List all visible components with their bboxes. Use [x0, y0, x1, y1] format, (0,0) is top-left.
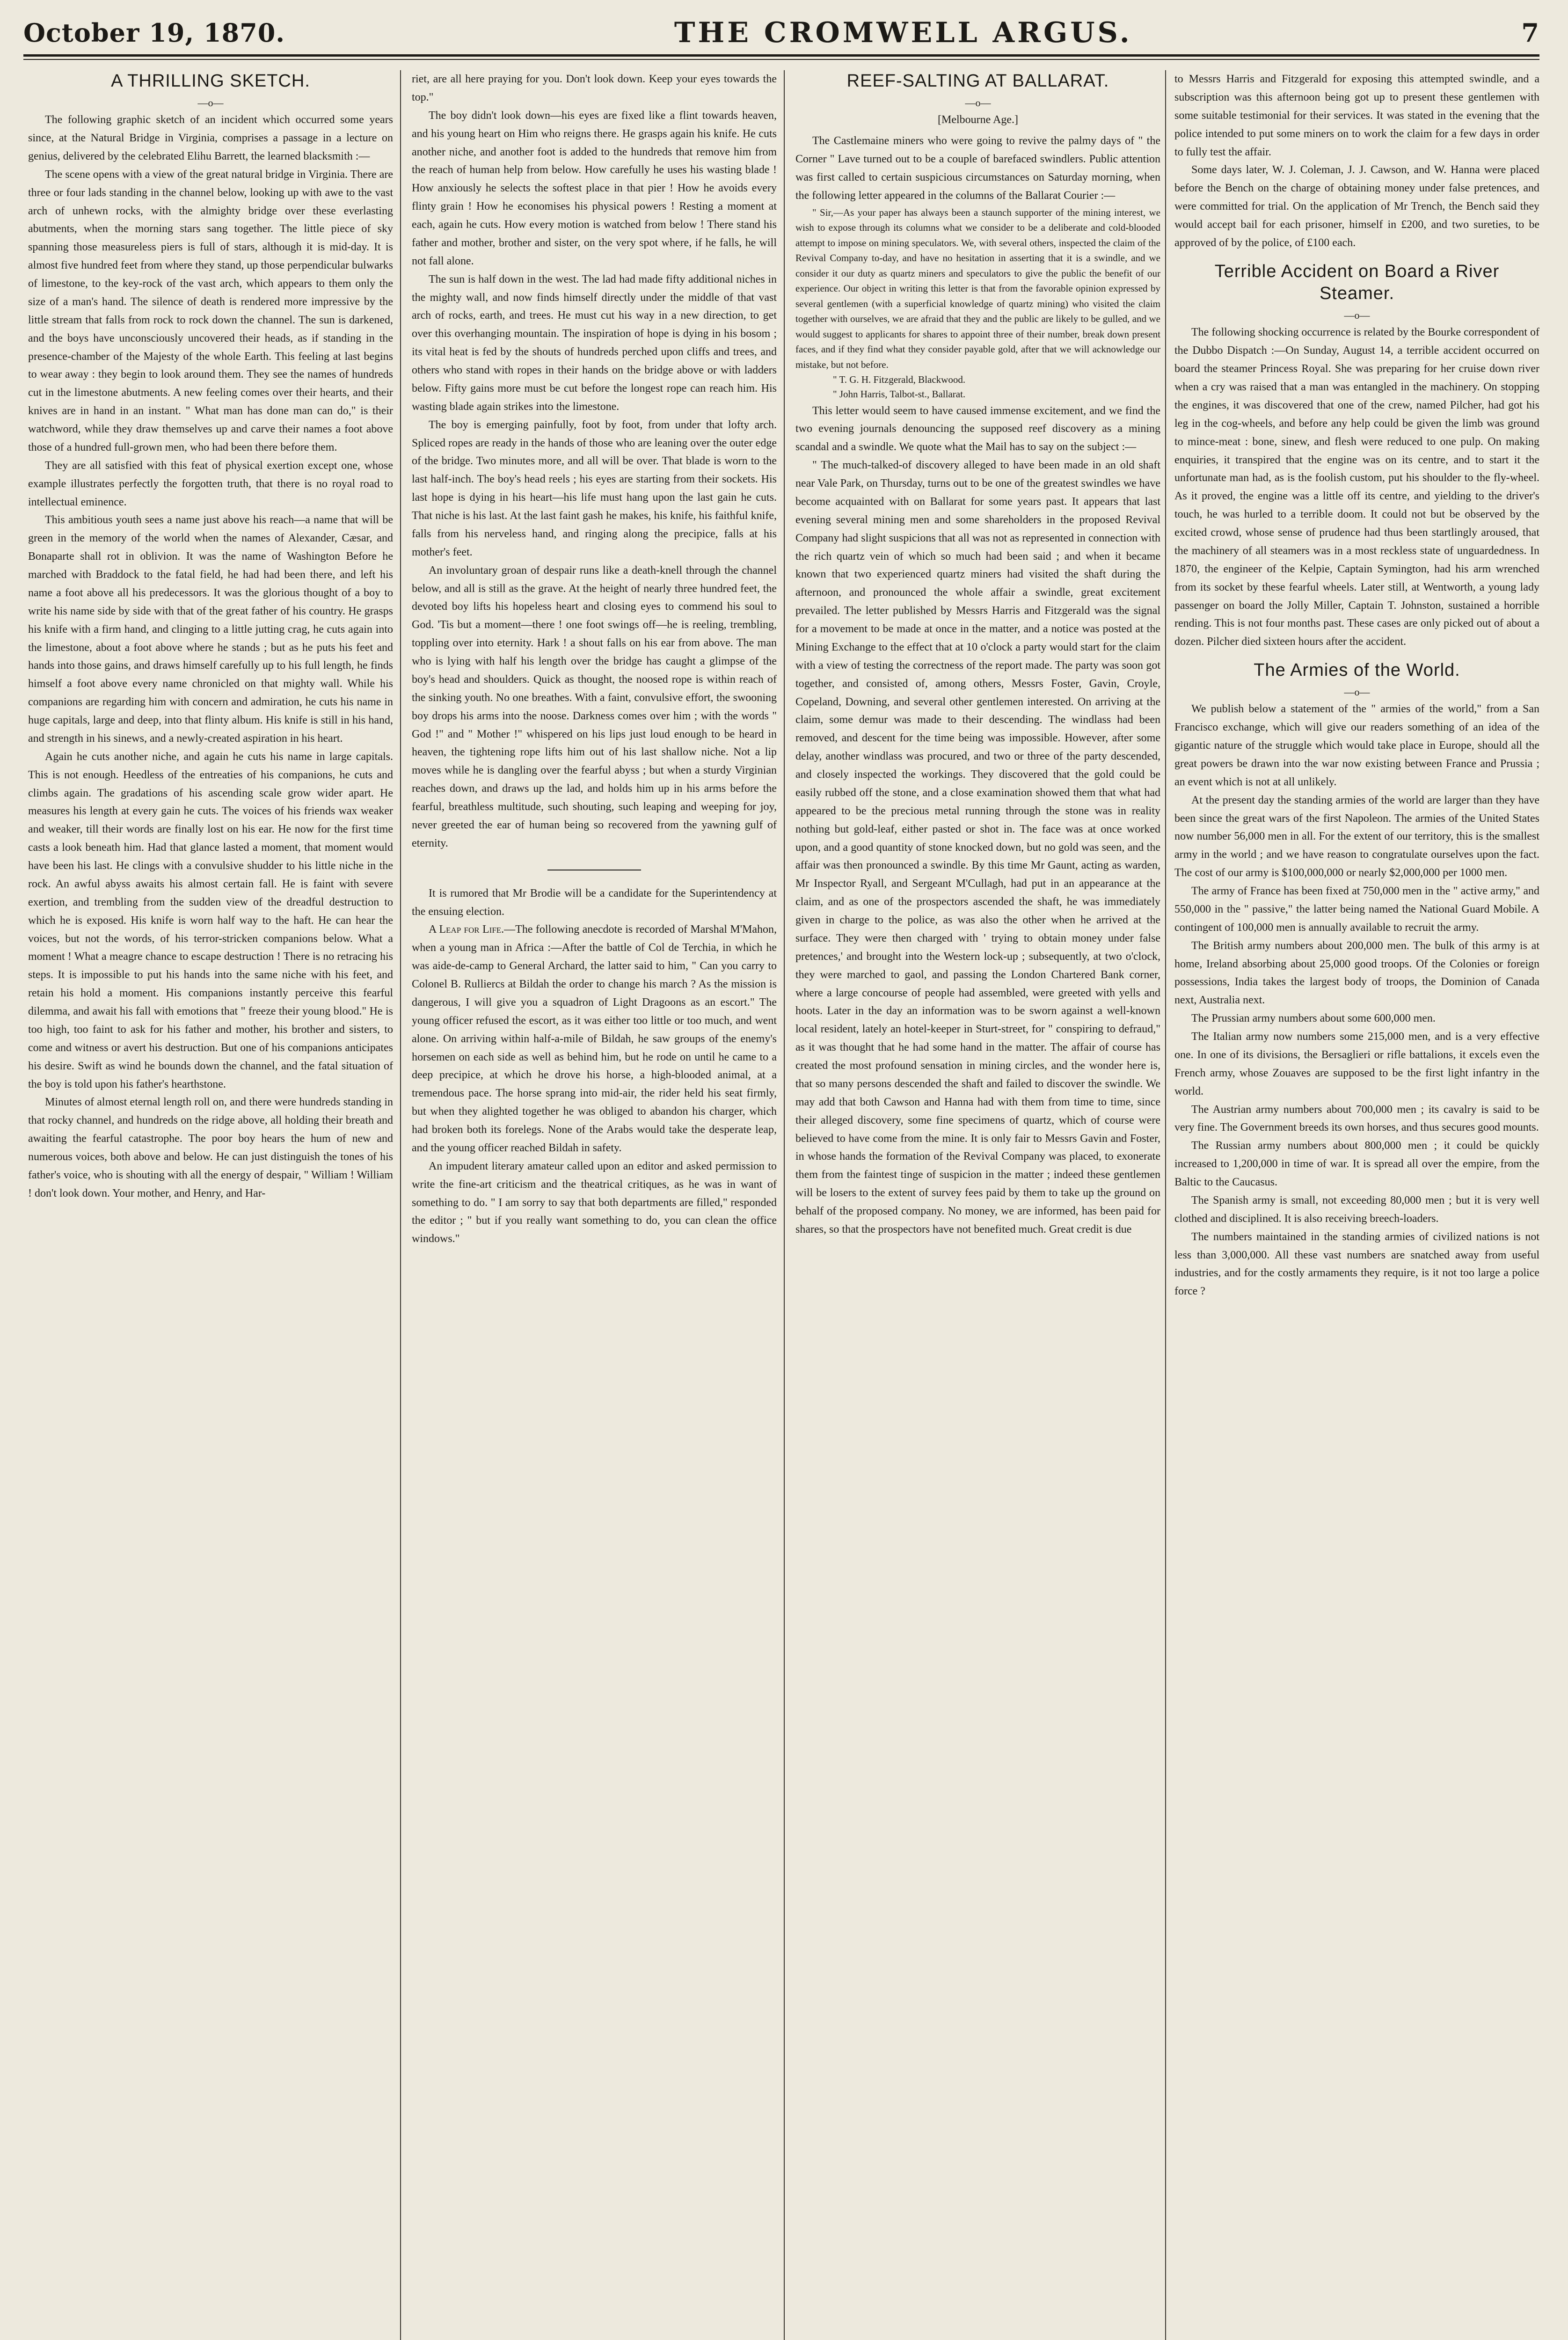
paragraph: The numbers maintained in the standing armies of civilized nations is not less than 3,000,000. All these vast numbers are snatched away from useful industries, and for the costly armaments they require, is it not too large a police force ? — [1174, 1230, 1539, 1298]
paragraph: The Prussian army numbers about some 600,000 men. — [1191, 1012, 1436, 1025]
paragraph: An impudent literary amateur called upon an editor and asked permission to write the fine-art criticism and the theatrical critiques, as he was in want of something to do. " I am sorry to say that both departments are filled," responded the editor ; " but if you really want something to do, you can clean the office windows." — [412, 1160, 777, 1245]
paragraph: We publish below a statement of the " armies of the world," from a San Francisco exchange, which will give our readers something of an idea of the gigantic nature of the struggle which would take place in Europe, should all the great powers be drawn into the war now existing between France and Prussia ; an event which is not at all unlikely. — [1174, 703, 1539, 788]
paragraph: The Castlemaine miners who were going to revive the palmy days of " the Corner " Lave turned out to be a couple of barefaced swindlers. Public attention was first called to certain suspicious circumstances on Saturday morning, when the following letter appeared in the columns of the Ballarat Courier :— — [795, 135, 1160, 202]
paragraph: The Spanish army is small, not exceeding 80,000 men ; but it is very well clothed and disciplined. It is also receiving breech-loaders. — [1174, 1194, 1539, 1225]
paragraph: Minutes of almost eternal length roll on, and there were hundreds standing in that rocky channel, and hundreds on the ridge above, all holding their breath and awaiting the fearful catastrophe. The poor boy hears the hum of new and numerous voices, both above and below. He can just distinguish the tones of his father's voice, who is shouting with all the energy of despair, " William ! William ! don't look down. Your mother, and Henry, and Har- — [28, 1096, 393, 1199]
newspaper-title: THE CROMWELL ARGUS. — [674, 16, 1132, 49]
column-divider — [784, 70, 785, 2340]
paragraph: An involuntary groan of despair runs like a death-knell through the channel below, and all is still as the grave. At the height of nearly three hundred feet, the devoted boy lifts his hopeless heart and closing eyes to commend his soul to God. 'Tis but a moment—there ! one foot swings off—he is reeling, trembling, toppling over into eternity. Hark ! a shout falls on his ear from above. The man who is lying with half his length over the bridge has caught a glimpse of the boy's head and shoulders. Quick as thought, the noosed rope is within reach of the sinking youth. No one breathes. With a faint, convulsive effort, the swooning boy drops his arms into the noose. Darkness comes over him ; with the words " God !" and " Mother !" whispered on his lips just loud enough to be heard in heaven, the tightening rope lifts him out of his last shallow niche. Not a lip moves while he is dangling over the fearful abyss ; but when a sturdy Virginian reaches down, and draws up the lad, and holds him up in his arms before the fearful, breathless multitude, such shouting, such leaping and weeping for joy, never greeted the ear of human being so recovered from the yawning gulf of eternity. — [412, 564, 777, 849]
paragraph — [412, 921, 777, 1157]
paragraph: The following shocking occurrence is related by the Bourke correspondent of the Dubbo Dispatch :—On Sunday, August 14, a terrible accident occurred on board the steamer Princess Royal. She was preparing for her cruise down river when a cry was raised that a man was entangled in the machinery. On stopping the engines, it was discovered that one of the crew, named Pilcher, had got his leg in the cog-wheels, and before any help could be given the limb was ground to mince-meat : bone, sinew, and flesh were reduced to one pulp. On making enquiries, it transpired that the engine was on its centre, and to start it the unfortunate man had, as is the foolish custom, put his shoulder to the fly-wheel. As it proved, the engine was a little off its centre, and yielding to the driver's touch, he was hurled to a terrible doom. It could not but be observed by the excited crowd, whose sense of prudence had thus been startlingly aroused, that the machinery of all steamers was in a most reckless state of unguardedness. In 1870, the engineer of the Kelpie, Captain Symington, had his arm wrenched from its socket by these fearful wheels. Later still, at Wentworth, a young lady passenger on board the Jolly Miller, Captain T. Johnston, sustained a horrible rending. This is not four months past. These cases are only picked out of about a dozen. Pilcher died sixteen hours after the accident. — [1174, 326, 1539, 648]
column-2 — [412, 70, 777, 2340]
article-heading-river-steamer: Terrible Accident on Board a River Steamer. — [1214, 261, 1500, 304]
paragraph: riet, are all here praying for you. Don't look down. Keep your eyes towards the top." — [412, 73, 777, 103]
column-1 — [28, 70, 393, 2340]
paragraph: " The much-talked-of discovery alleged to have been made in an old shaft near Vale Park, on Thursday, turns out to be one of the greatest swindles we have become acquainted with on Ballarat for some years past. It appears that last evening several mining men and some shareholders in the proposed Revival Company had slight suspicions that all was not as represented in connection with the rich quartz vein of which so much had been said ; and when it became known that two experienced quartz miners had visited the shaft during the afternoon, and pronounced the whole affair a swindle, great excitement prevailed. The letter published by Messrs Harris and Fitzgerald was the signal for a movement to be made at once in the matter, and a notice was posted at the Mining Exchange to the effect that at 10 o'clock a party would start for the claim with a view of testing the correctness of the report made. The party was soon got together, and consisted of, among others, Messrs Foster, Gavin, Croyle, Copeland, Downing, and several other gentlemen interested. On arriving at the claim, some demur was made to their descending. The windlass had been removed, and descent for the time being was impossible. However, after some delay, another windlass was procured, and two or three of the party descended, and closely inspected the workings. They discovered that the gold could be easily rubbed off the stone, and a close examination showed them that what had appeared to be the precious metal running through the stone was in reality nothing but gold-leaf, either pasted or shot in. The face was at once worked upon, and a good quantity of stone knocked down, but no gold was seen, and the affair was then pronounced a swindle. By this time Mr Gaunt, acting as warden, Mr Inspector Ryall, and Sergeant M'Cullagh, had put in an appearance at the claim, and as one of the prospectors ascended the shaft, he was immediately given in charge to the police, as was also the other when he arrived at the surface. They were then charged with ' trying to obtain money under false pretences,' and brought into the Western lock-up ; subsequently, at two o'clock, they were marched to gaol, and passing the London Chartered Bank corner, where a large concourse of people had assembled, were greeted with yells and hoots. Later in the day an information was to be sworn against a well-known local resident, lately an hotel-keeper in Sturt-street, for " conspiring to defraud," as it was thought that he had some hand in the matter. The affair of course has created the most profound sensation in mining circles, and the wonder here is, that so many persons descended the shaft and failed to discover the swindle. We may add that both Cawson and Hanna had with them from time to time, since their alleged discovery, some fine specimens of quartz, which of course were believed to have come from the mine. It is only fair to Messrs Gavin and Foster, in whose hands the formation of the Revival Company was placed, to exonerate them from the faintest tinge of suspicion in the matter ; indeed these gentlemen will be losers to the extent of survey fees paid by them to take up the ground on behalf of the proposed company. No money, we are informed, has been paid for shares, so that the prospectors have not benefited much. Great credit is due — [795, 459, 1160, 1236]
letter-signature: " T. G. H. Fitzgerald, Blackwood. — [833, 373, 966, 385]
masthead-rule-thin — [23, 59, 1539, 60]
heading-ornament: —o— — [965, 96, 991, 109]
paragraph: Again he cuts another niche, and again he cuts his name in large capitals. This is not enough. Heedless of the entreaties of his companions, he cuts and climbs again. The gradations of his ascending scale grow wider apart. He measures his length at every gain he cuts. The voices of his friends wax weaker and weaker, till their words are finally lost on his ear. He now for the first time casts a look beneath him. Had that glance lasted a moment, that moment would have been his last. He clings with a convulsive shudder to his little niche in the rock. An awful abyss awaits his almost certain fall. He is faint with severe exertion, and trembling from the sudden view of the dreadful destruction to which he is exposed. His knife is worn half way to the haft. He can hear the voices, but not the words, of his terror-stricken companions below. What a moment ! What a meagre chance to escape destruction ! There is no retracing his steps. It is impossible to put his hands into the same niche with his feet, and retain his hold a moment. His companions instantly perceive this fearful dilemma, and await his fall with emotions that " freeze their young blood." He is too high, too faint to ask for his father and mother, his brother and sisters, to come and witness or avert his destruction. But one of his companions anticipates his desire. Swift as wind he bounds down the channel, and the fatal situation of the boy is told upon his father's hearthstone. — [28, 750, 393, 1090]
paragraph: It is rumored that Mr Brodie will be a candidate for the Superintendency at the ensuing election. — [412, 887, 777, 918]
heading-ornament: —o— — [197, 96, 224, 109]
paragraph: The boy didn't look down—his eyes are fixed like a flint towards heaven, and his young heart on Him who reigns there. He grasps again his knife. He cuts another niche, and another foot is added to the hundreds that remove him from the reach of human help from below. How carefully he uses his wasting blade ! How anxiously he selects the softest place in that pier ! How he avoids every flinty grain ! How he economises his physical powers ! Resting a moment at each, again he cuts. How every motion is watched from below ! There stand his father and mother, brother and sister, on the very spot where, if he falls, he will not fall alone. — [412, 109, 777, 267]
quoted-letter: " Sir,—As your paper has always been a staunch supporter of the mining interest, we wish to expose through its columns what we consider to be a deliberate and cold-blooded attempt to impose on mining speculators. We, with several others, inspected the claim of the Revival Company to-day, and have no hesitation in asserting that it is a swindle, and we consider it our duty as quartz miners and speculators to give the public the benefit of our experience. Our object in writing this letter is that from the favorable opinion expressed by several gentlemen (with a superficial knowledge of quartz mining) who visited the claim together with ourselves, we are afraid that they and the public are likely to be gulled, and we would suggest to applicants for shares to appoint three of their number, break down present faces, and if they find what they consider payable gold, after that we will acknowledge our mistake, but not before. — [795, 206, 1160, 370]
paragraph: The boy is emerging painfully, foot by foot, from under that lofty arch. Spliced ropes are ready in the hands of those who are leaning over the outer edge of the bridge. Two minutes more, and all will be over. That blade is worn to the last half-inch. The boy's head reels ; his eyes are starting from their sockets. His last hope is dying in his heart—his life must hang upon the last gain he cuts. That niche is his last. At the last faint gash he makes, his knife, his faithful knife, falls from his nerveless hand, and ringing along the precipice, falls at his mother's feet. — [412, 418, 777, 558]
column-divider — [400, 70, 401, 2340]
paragraph: The army of France has been fixed at 750,000 men in the " active army," and 550,000 in the " passive," the latter being named the National Guard Mobile. A contingent of 100,000 men is annually available to recruit the army. — [1174, 885, 1539, 934]
paragraph: The sun is half down in the west. The lad had made fifty additional niches in the mighty wall, and now finds himself directly under the middle of that vast arch of rocks, earth, and trees. He must cut his way in a new direction, to get over this overhanging mountain. The inspiration of hope is dying in his bosom ; its vital heat is fed by the shouts of hundreds perched upon cliffs and trees, and others who stand with ropes in their hands on the bridge above or with ladders below. Fifty gains more must be cut before the longest rope can reach him. His wasting blade again strikes into the limestone. — [412, 273, 777, 413]
paragraph: to Messrs Harris and Fitzgerald for exposing this attempted swindle, and a subscription was this afternoon being got up to present these gentlemen with some suitable testimonial for their services. It was stated in the evening that the police intended to put some miners on to work the claim for a few days in order to fully test the affair. — [1174, 73, 1539, 158]
paragraph: Some days later, W. J. Coleman, J. J. Cawson, and W. Hanna were placed before the Bench on the charge of obtaining money under false pretences, and were committed for trial. On the application of Mr Trench, the Bench said they would accept bail for each prisoner, himself in £200, and two sureties, to be approved of by the police, of £100 each. — [1174, 164, 1539, 249]
paragraph: At the present day the standing armies of the world are larger than they have been since the great wars of the first Napoleon. The armies of the United States now number 56,000 men in all. For the extent of our territory, this is the smallest army in the world ; and we have reason to congratulate ourselves upon the fact. The cost of our army is $100,000,000 or nearly $2,000,000 per 1000 men. — [1174, 794, 1539, 879]
paragraph: They are all satisfied with this feat of physical exertion except one, whose example illustrates perfectly the forgotten truth, that there is no royal road to intellectual eminence. — [28, 459, 393, 508]
paragraph: The Russian army numbers about 800,000 men ; it could be quickly increased to 1,200,000 in time of war. It is spread all over the empire, from the Baltic to the Caucasus. — [1174, 1140, 1539, 1188]
column-divider — [1165, 70, 1166, 2340]
letter-signature: " John Harris, Talbot-st., Ballarat. — [833, 388, 966, 400]
column-4 — [1174, 70, 1539, 2340]
paragraph: The Austrian army numbers about 700,000 men ; its cavalry is said to be very fine. The Government breeds its own horses, and thus secures good mounts. — [1174, 1103, 1539, 1134]
masthead — [23, 18, 1539, 48]
paragraph: The following graphic sketch of an incident which occurred some years since, at the Natural Bridge in Virginia, comprises a passage in a lecture on genius, delivered by the celebrated Elihu Barrett, the learned blacksmith :— — [28, 114, 393, 162]
issue-date: October 19, 1870. — [23, 18, 285, 48]
masthead-rule — [23, 54, 1539, 57]
paragraph: The scene opens with a view of the great natural bridge in Virginia. There are three or four lads standing in the channel below, looking up with awe to the vast arch of unhewn rocks, with the almighty bridge over these everlasting abutments, when the morning stars sang together. The little piece of sky spanning those measureless piers is full of stars, although it is mid-day. It is almost five hundred feet from where they stand, up those perpendicular bulwarks of limestone, to the key-rock of the vast arch, which appears to them only the size of a man's hand. The silence of death is rendered more impressive by the little stream that falls from rock to rock down the channel. The sun is darkened, and the boys have unconsciously uncovered their heads, as if standing in the presence-chamber of the Majesty of the whole Earth. This feeling at last begins to wear away : they begin to look around them. They see the names of hundreds cut in the limestone abutments. A new feeling comes over their hearts, and their knives are in hand in an instant. " What man has done man can do," is their watchword, while they draw themselves up and carve their names a foot above those of a hundred full-grown men, who had been there before them. — [28, 168, 393, 453]
heading-ornament: —o— — [1344, 309, 1370, 321]
article-heading-reef-salting: REEF-SALTING AT BALLARAT. — [846, 71, 1109, 91]
article-heading-armies: The Armies of the World. — [1254, 660, 1460, 680]
article-source: [Melbourne Age.] — [938, 114, 1018, 126]
paragraph: The Italian army now numbers some 215,000 men, and is a very effective one. In one of its divisions, the Bersaglieri or rifle battalions, it excels even the French army, whose Zouaves are supposed to be the first light infantry in the world. — [1174, 1031, 1539, 1097]
article-heading-thrilling-sketch: A THRILLING SKETCH. — [111, 71, 310, 91]
paragraph-body: —The following anecdote is recorded of Marshal M'Mahon, when a young man in Africa :—After the battle of Col de Terchia, in which he was aide-de-camp to General Archard, the latter said to him, " Can you carry to Colonel B. Rulliercs at Bildah the order to change his march ? As the mission is dangerous, I will give you a squadron of Light Dragoons as an escort." The young officer refused the escort, as it was either too little or too much, and went alone. On arriving within half-a-mile of Bildah, he saw groups of the enemy's horsemen on each side as well as behind him, but he rode on until he came to a deep precipice, at which he drove his horse, a high-blooded animal, at a tremendous pace. The horse sprang into mid-air, the rider held his seat firmly, but when they alighted together he was obliged to abandon his charger, which had broken both its forelegs. None of the Arabs would take the desperate leap, and the young officer reached Bildah in safety. — [412, 923, 777, 1154]
paragraph: The British army numbers about 200,000 men. The bulk of this army is at home, Ireland absorbing about 25,000 good troops. Of the Colonies or foreign possessions, India takes the largest body of troops, the Dominion of Canada next, Australia next. — [1174, 939, 1539, 1007]
column-3 — [795, 70, 1160, 2340]
page-number: 7 — [1521, 18, 1539, 48]
heading-ornament: —o— — [1344, 686, 1370, 698]
paragraph-lead: A Leap for Life. — [429, 923, 504, 936]
paragraph: This letter would seem to have caused immense excitement, and we find the two evening journals denouncing the supposed reef discovery as a mining scandal and a swindle. We quote what the Mail has to say on the subject :— — [795, 404, 1160, 453]
paragraph: This ambitious youth sees a name just above his reach—a name that will be green in the memory of the world when the names of Alexander, Cæsar, and Bonaparte shall rot in oblivion. It was the name of Washington Before he marched with Braddock to the fatal field, he had had been there, and left his name a foot above all his predecessors. It was the glorious thought of a boy to write his name side by side with that of the great father of his country. He grasps his knife with a firm hand, and clinging to a little jutting crag, he cuts again into the limestone, about a foot above where he stands ; but as he puts his feet and hands into those gains, and draws himself carefully up to his full length, he finds himself a foot above every name chronicled on that mighty wall. While his companions are regarding him with concern and admiration, he cuts his name in huge capitals, large and deep, into that flinty album. His knife is still in his hand, and strength in his sinews, and a newly-created aspiration in his heart. — [28, 514, 393, 745]
